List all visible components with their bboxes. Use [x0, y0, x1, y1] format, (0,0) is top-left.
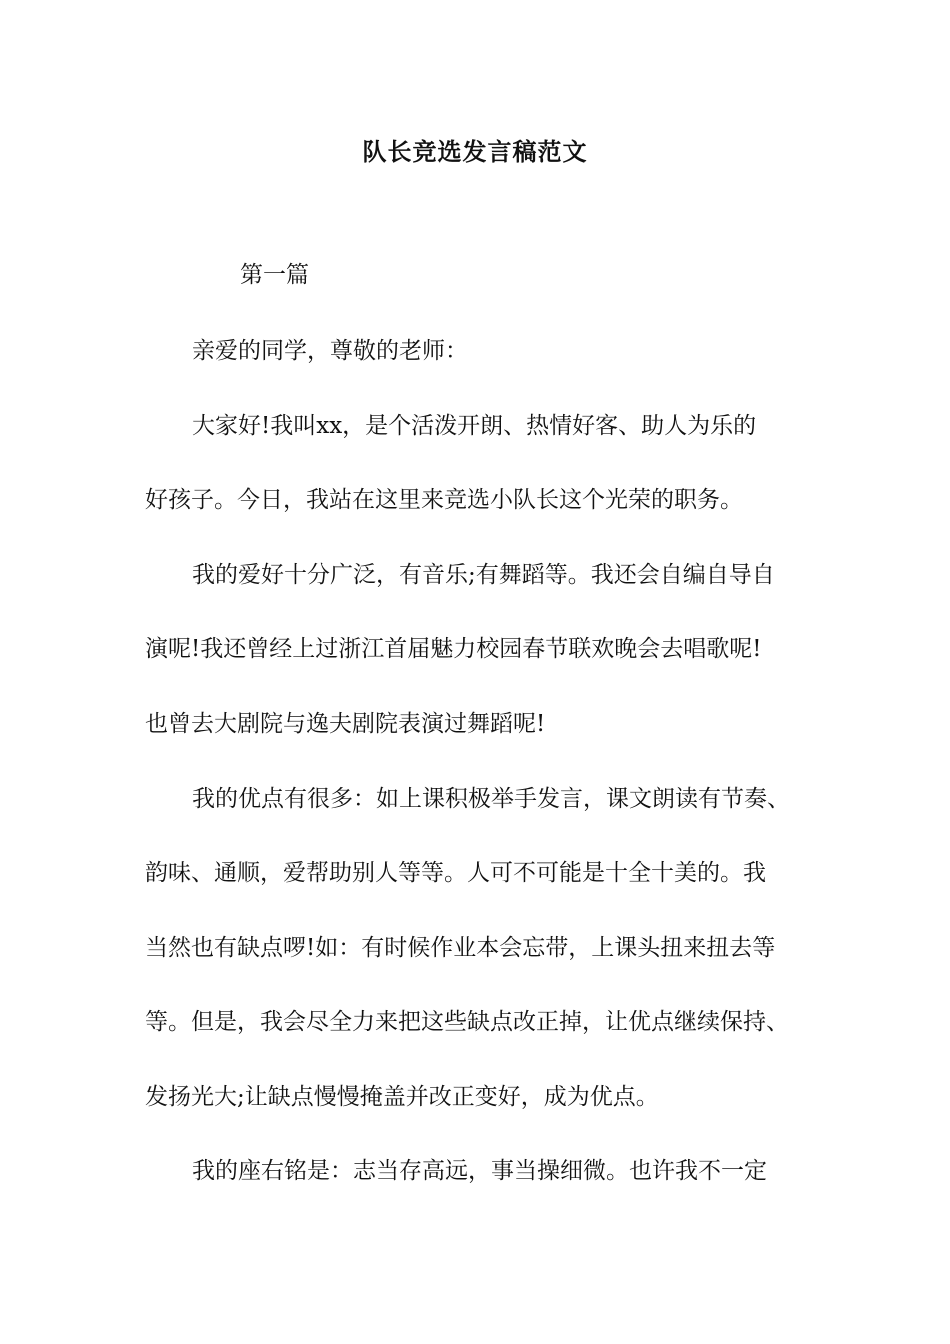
paragraph-line: 当然也有缺点啰!如：有时候作业本会忘带，上课头扭来扭去等 — [145, 935, 776, 961]
section-heading: 第一篇 — [240, 262, 309, 288]
paragraph-line: 大家好!我叫xx，是个活泼开朗、热情好客、助人为乐的 — [192, 413, 757, 439]
document-title: 队长竞选发言稿范文 — [362, 137, 588, 166]
paragraph-line: 好孩子。今日，我站在这里来竞选小队长这个光荣的职务。 — [145, 487, 743, 513]
paragraph-line: 韵味、通顺，爱帮助别人等等。人可不可能是十全十美的。我 — [145, 860, 766, 886]
paragraph-line: 等。但是，我会尽全力来把这些缺点改正掉，让优点继续保持、 — [145, 1009, 789, 1035]
paragraph-line: 我的优点有很多：如上课积极举手发言，课文朗读有节奏、 — [192, 786, 790, 812]
paragraph-line: 演呢!我还曾经上过浙江首届魅力校园春节联欢晚会去唱歌呢! — [145, 636, 762, 662]
paragraph-line: 我的座右铭是：志当存高远，事当操细微。也许我不一定 — [192, 1158, 767, 1184]
paragraph-line: 也曾去大剧院与逸夫剧院表演过舞蹈呢! — [145, 711, 546, 737]
paragraph-line: 亲爱的同学，尊敬的老师： — [192, 338, 468, 364]
paragraph-line: 我的爱好十分广泛，有音乐;有舞蹈等。我还会自编自导自 — [192, 562, 775, 588]
paragraph-line: 发扬光大;让缺点慢慢掩盖并改正变好，成为优点。 — [145, 1084, 659, 1110]
